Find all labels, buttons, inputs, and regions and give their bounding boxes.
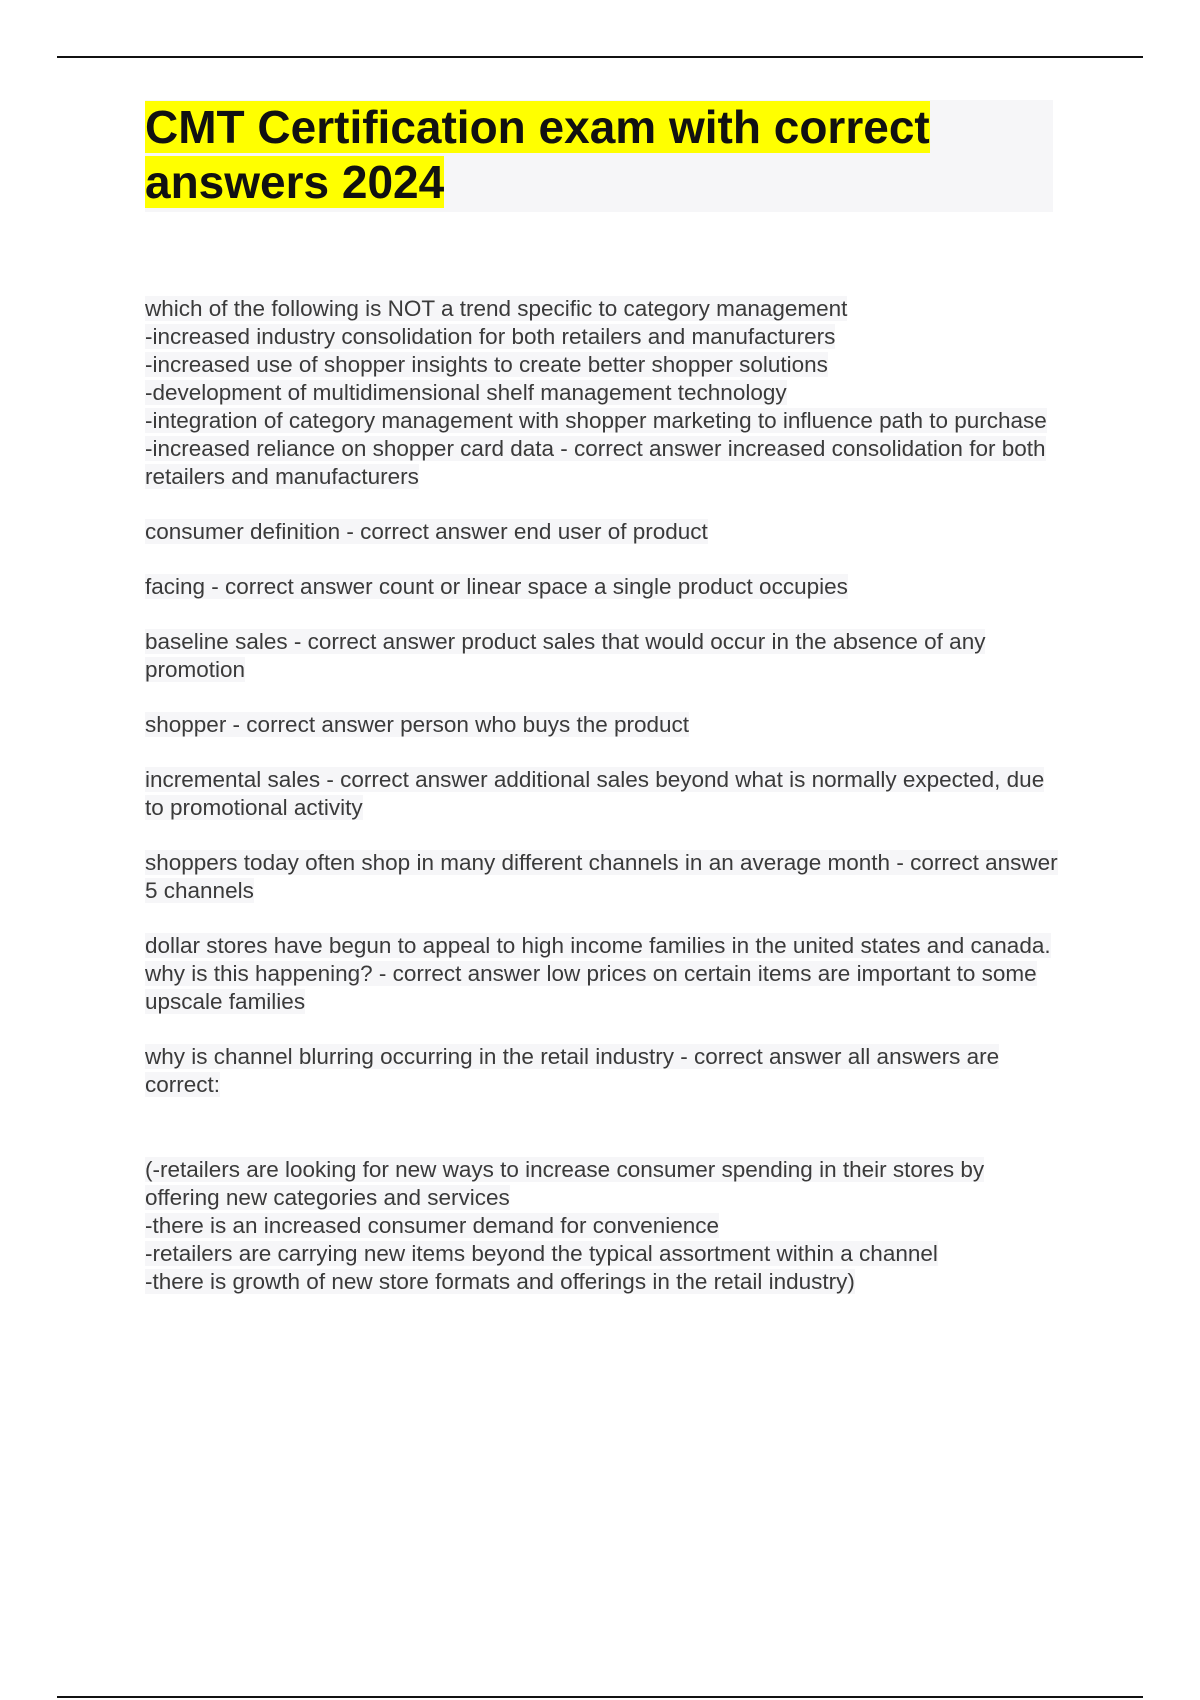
qa-entry-8: [145, 932, 1060, 1016]
qa-entry-3-text: facing - correct answer count or linear space a single product occupies: [145, 574, 848, 599]
answer-continuation-text: (-retailers are looking for new ways to increase consumer spending in their stores by offering new categories and services -there is an increased consumer demand for convenience -retailers are carrying new items beyond the typical assortment within a channel -there is growth of new store formats and offerings in the retail industry): [145, 1157, 985, 1294]
qa-entry-5-text: shopper - correct answer person who buys the product: [145, 712, 690, 737]
qa-entry-4-text: baseline sales - correct answer product sales that would occur in the absence of any promotion: [145, 629, 986, 682]
answer-continuation: [145, 1156, 1060, 1296]
document-body: [145, 295, 1060, 1319]
qa-entry-1: [145, 295, 1060, 491]
qa-entry-2-text: consumer definition - correct answer end user of product: [145, 519, 708, 544]
document-title: [145, 100, 1053, 210]
qa-entry-2: [145, 518, 1060, 546]
qa-entry-6-text: incremental sales - correct answer additional sales beyond what is normally expected, due to promotional activity: [145, 767, 1045, 820]
qa-entry-7: [145, 849, 1060, 905]
qa-entry-3: [145, 573, 1060, 601]
qa-entry-5: [145, 711, 1060, 739]
qa-entry-9: [145, 1043, 1060, 1099]
qa-entry-1-text: which of the following is NOT a trend specific to category management -increased industry consolidation for both retailers and manufacturers -increased use of shopper insights to create better shopper solutions -development of multidimensional shelf management technology -integration of category management with shopper marketing to influence path to purchase -increased reliance on shopper card data - correct answer increased consolidation for both retailers and manufacturers: [145, 296, 1047, 489]
document-title-text: CMT Certification exam with correct answers 2024: [145, 101, 930, 208]
qa-entry-4: [145, 628, 1060, 684]
qa-entry-8-text: dollar stores have begun to appeal to high income families in the united states and canada. why is this happening? - correct answer low prices on certain items are important to some upscale families: [145, 933, 1051, 1014]
qa-entry-6: [145, 766, 1060, 822]
qa-entry-9-text: why is channel blurring occurring in the retail industry - correct answer all answers are correct:: [145, 1044, 1000, 1097]
qa-entry-7-text: shoppers today often shop in many different channels in an average month - correct answer 5 channels: [145, 850, 1058, 903]
top-rule: [57, 56, 1143, 58]
bottom-rule: [57, 1696, 1143, 1698]
